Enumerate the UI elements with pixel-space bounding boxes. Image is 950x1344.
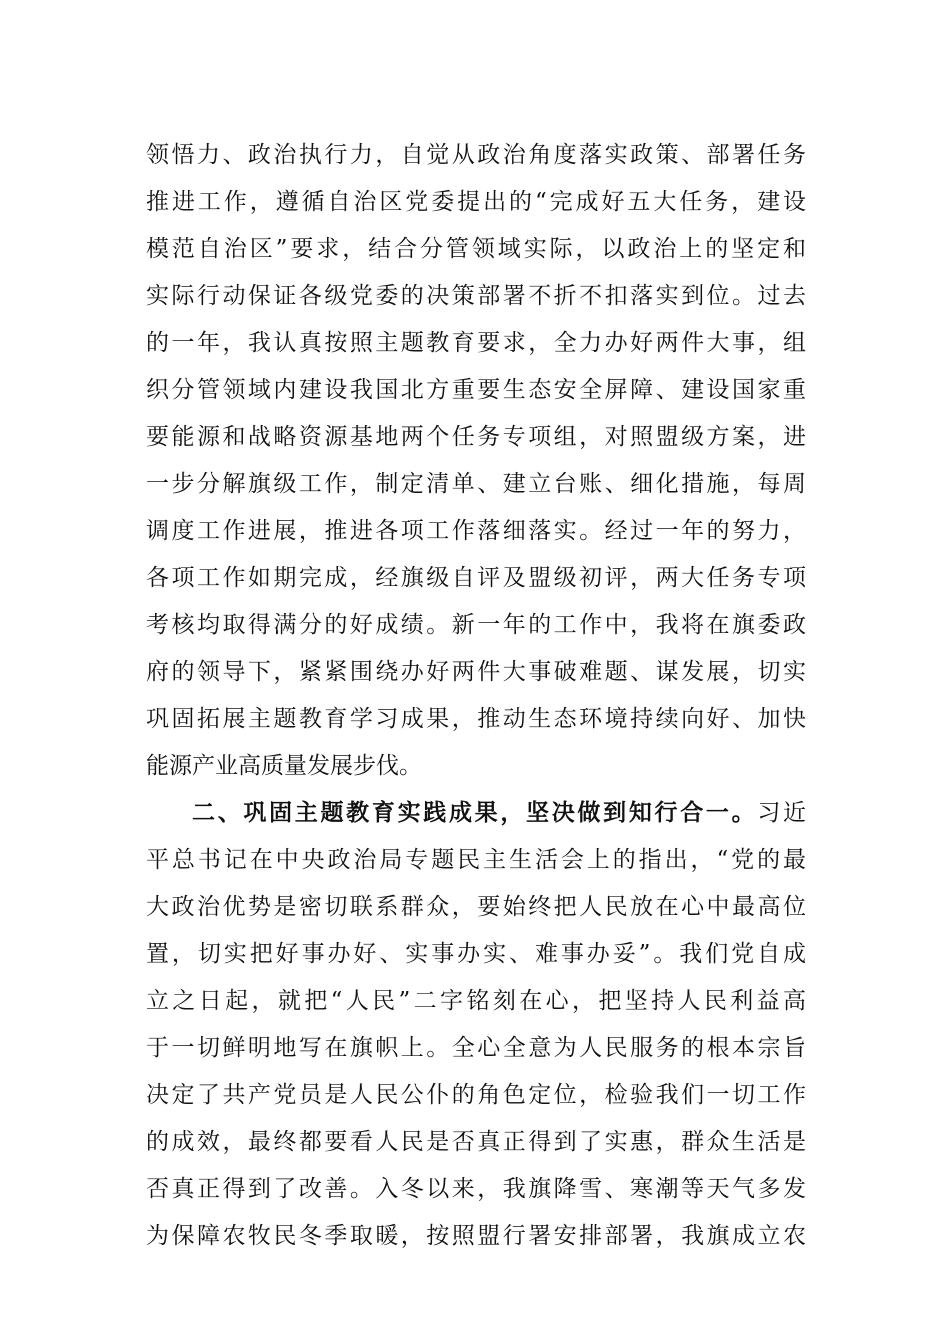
text-line: 领悟力、政治执行力，自觉从政治角度落实政策、部署任务	[146, 142, 806, 168]
text-line: 置，切实把好事办好、实事办实、难事办妥”。我们党自成	[146, 941, 806, 967]
text-line: 的一年，我认真按照主题教育要求，全力办好两件大事，组	[146, 330, 806, 356]
text-line: 织分管领域内建设我国北方重要生态安全屏障、建设国家重	[146, 377, 806, 403]
text-line: 一步分解旗级工作，制定清单、建立台账、细化措施，每周	[146, 471, 806, 497]
text-line: 能源产业高质量发展步伐。	[146, 753, 422, 779]
text-line: 各项工作如期完成，经旗级自评及盟级初评，两大任务专项	[146, 565, 806, 591]
heading-line-rest: 习近	[757, 800, 806, 826]
paragraph-2-first-line	[146, 790, 806, 837]
text-line: 实际行动保证各级党委的决策部署不折不扣落实到位。过去	[146, 283, 806, 309]
text-line: 巩固拓展主题教育学习成果，推动生态环境持续向好、加快	[146, 706, 806, 732]
section-heading: 二、巩固主题教育实践成果，坚决做到知行合一。	[192, 800, 758, 826]
text-line: 府的领导下，紧紧围绕办好两件大事破难题、谋发展，切实	[146, 659, 806, 685]
text-line: 平总书记在中央政治局专题民主生活会上的指出，“党的最	[146, 847, 806, 873]
document-body	[146, 132, 806, 1260]
paragraph-2	[146, 790, 806, 1260]
text-line: 为保障农牧民冬季取暖，按照盟行署安排部署，我旗成立农	[146, 1223, 806, 1249]
text-line: 调度工作进展，推进各项工作落细落实。经过一年的努力，	[146, 518, 806, 544]
text-line: 于一切鲜明地写在旗帜上。全心全意为人民服务的根本宗旨	[146, 1035, 806, 1061]
text-line: 考核均取得满分的好成绩。新一年的工作中，我将在旗委政	[146, 612, 806, 638]
text-line: 的成效，最终都要看人民是否真正得到了实惠，群众生活是	[146, 1129, 806, 1155]
text-line: 立之日起，就把“人民”二字铭刻在心，把坚持人民利益高	[146, 988, 806, 1014]
text-line: 要能源和战略资源基地两个任务专项组，对照盟级方案，进	[146, 424, 806, 450]
paragraph-1	[146, 132, 806, 790]
text-line: 大政治优势是密切联系群众，要始终把人民放在心中最高位	[146, 894, 806, 920]
text-line: 推进工作，遵循自治区党委提出的“完成好五大任务，建设	[146, 189, 806, 215]
text-line: 决定了共产党员是人民公仆的角色定位，检验我们一切工作	[146, 1082, 806, 1108]
text-line: 否真正得到了改善。入冬以来，我旗降雪、寒潮等天气多发	[146, 1176, 806, 1202]
text-line: 模范自治区”要求，结合分管领域实际，以政治上的坚定和	[146, 236, 806, 262]
